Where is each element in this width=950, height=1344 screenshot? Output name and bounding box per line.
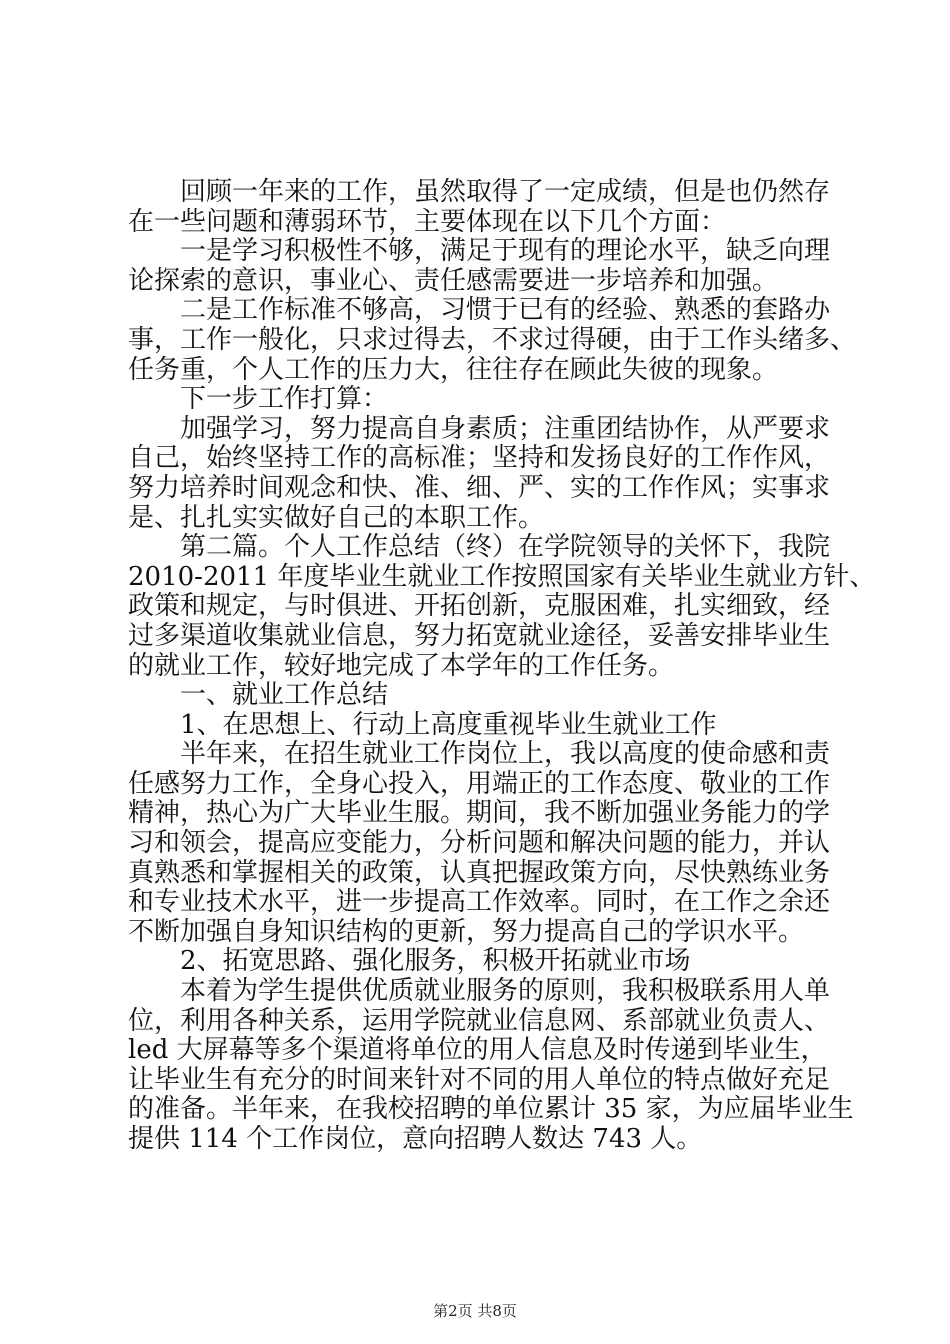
text-line: 任感努力工作，全身心投入，用端正的工作态度、敬业的工作	[128, 768, 831, 799]
text-line: 习和领会，提高应变能力，分析问题和解决问题的能力，并认	[128, 828, 831, 859]
text-line: 半年来，在招生就业工作岗位上，我以高度的使命感和责	[180, 739, 831, 770]
document-body	[128, 177, 876, 1155]
section-heading: 下一步工作打算：	[180, 384, 389, 415]
text-line: 精神，热心为广大毕业生服。期间，我不断加强业务能力的学	[128, 798, 831, 829]
text-line: 的准备。半年来，在我校招聘的单位累计 35 家，为应届毕业生	[128, 1094, 854, 1125]
text-line: 是、扎扎实实做好自己的本职工作。	[128, 502, 545, 533]
text-line: 政策和规定，与时俱进、开拓创新，克服困难，扎实细致，经	[128, 591, 831, 622]
text-line: 和专业技术水平，进一步提高工作效率。同时，在工作之余还	[128, 887, 831, 918]
text-line: 加强学习，努力提高自身素质；注重团结协作，从严要求	[180, 413, 831, 444]
text-line: 在一些问题和薄弱环节，主要体现在以下几个方面：	[128, 206, 727, 237]
text-line: 回顾一年来的工作，虽然取得了一定成绩，但是也仍然存	[180, 177, 831, 207]
text-line: 一是学习积极性不够，满足于现有的理论水平，缺乏向理	[180, 236, 831, 267]
text-line: 提供 114 个工作岗位，意向招聘人数达 743 人。	[128, 1124, 703, 1154]
text-line: 2010-2011 年度毕业生就业工作按照国家有关毕业生就业方针、	[128, 561, 876, 592]
text-line: 本着为学生提供优质就业服务的原则，我积极联系用人单	[180, 976, 831, 1007]
subsection-heading: 1、在思想上、行动上高度重视毕业生就业工作	[180, 709, 717, 740]
text-line: led 大屏幕等多个渠道将单位的用人信息及时传递到毕业生，	[128, 1035, 827, 1066]
subsection-heading: 2、拓宽思路、强化服务，积极开拓就业市场	[180, 946, 691, 977]
text-line: 让毕业生有充分的时间来针对不同的用人单位的特点做好充足	[128, 1064, 831, 1095]
text-line: 过多渠道收集就业信息，努力拓宽就业途径，妥善安排毕业生	[128, 620, 831, 651]
text-line: 不断加强自身知识结构的更新，努力提高自己的学识水平。	[128, 916, 805, 947]
text-line: 努力培养时间观念和快、准、细、严、实的工作作风；实事求	[128, 472, 831, 503]
text-line: 真熟悉和掌握相关的政策，认真把握政策方向，尽快熟练业务	[128, 857, 831, 888]
text-line: 二是工作标准不够高，习惯于已有的经验、熟悉的套路办	[180, 295, 831, 326]
text-line: 论探索的意识，事业心、责任感需要进一步培养和加强。	[128, 265, 779, 296]
text-line: 的就业工作，较好地完成了本学年的工作任务。	[128, 650, 675, 681]
section-heading: 一、就业工作总结	[180, 680, 389, 711]
text-line: 事，工作一般化，只求过得去，不求过得硬，由于工作头绪多、	[128, 324, 857, 355]
text-line: 第二篇。个人工作总结（终）在学院领导的关怀下，我院	[180, 532, 831, 563]
text-line: 位，利用各种关系，运用学院就业信息网、系部就业负责人、	[128, 1005, 831, 1036]
text-line: 自己，始终坚持工作的高标准；坚持和发扬良好的工作作风，	[128, 443, 831, 474]
text-line: 任务重，个人工作的压力大，往往存在顾此失彼的现象。	[128, 354, 779, 385]
page-number-footer: 第2页 共8页	[433, 1302, 517, 1320]
